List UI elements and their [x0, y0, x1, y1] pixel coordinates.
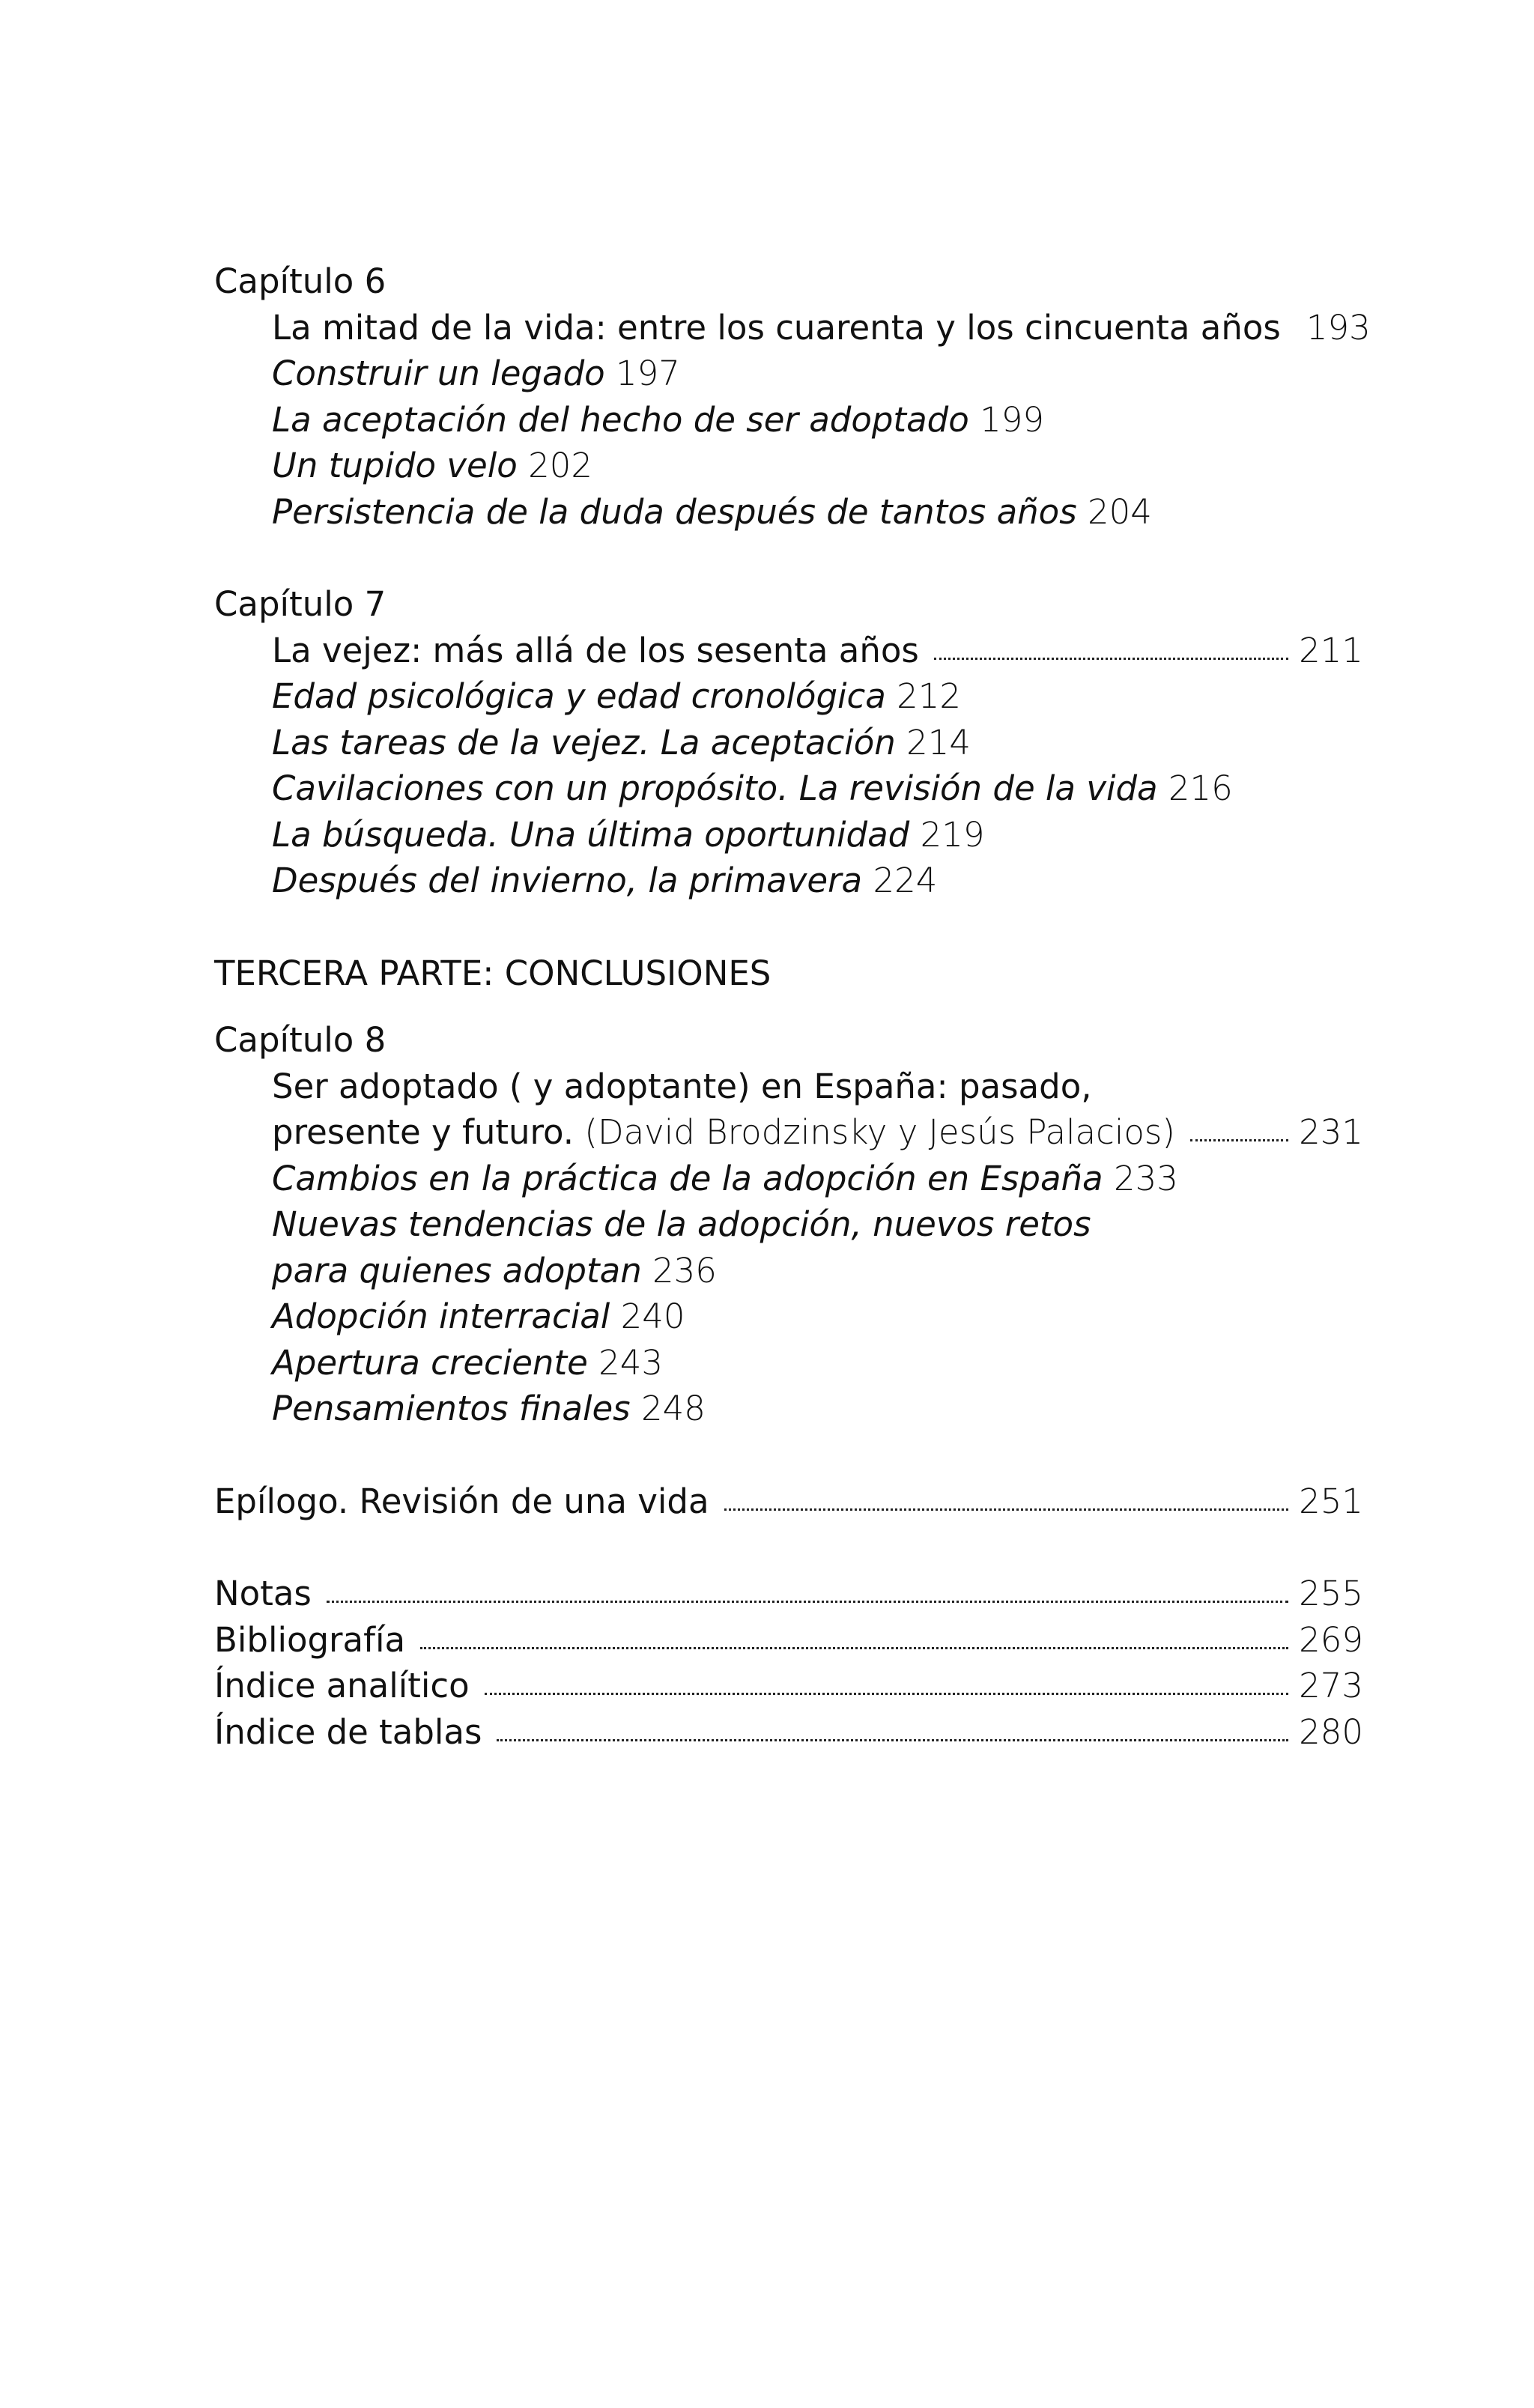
subsection-title: Persistencia de la duda después de tantos años — [272, 491, 1077, 532]
subsection-title: Las tareas de la vejez. La aceptación — [272, 722, 896, 762]
page-number: 224 — [873, 861, 938, 900]
page-number: 214 — [906, 722, 971, 762]
subsection-entry[interactable] — [214, 765, 1363, 812]
subsection-entry[interactable] — [214, 812, 1363, 858]
chapter-6-title-entry[interactable] — [214, 305, 1371, 351]
subsection-title: Pensamientos finales — [272, 1389, 631, 1428]
page-number: 219 — [920, 814, 985, 855]
chapter-authors: (David Brodzinsky y Jesús Palacios) — [584, 1112, 1175, 1152]
subsection-entry[interactable] — [214, 673, 1363, 720]
entry-title: Índice de tablas — [214, 1711, 482, 1752]
page-number: 240 — [620, 1297, 685, 1336]
page-number: 193 — [1306, 307, 1371, 348]
subsection-entry[interactable] — [214, 1156, 1363, 1202]
chapter-6-label — [214, 258, 1363, 305]
subsection-entry[interactable] — [214, 351, 1363, 397]
subsection-entry[interactable] — [214, 1294, 1363, 1340]
subsection-title: Un tupido velo — [272, 446, 518, 485]
page-number: 273 — [1299, 1666, 1363, 1705]
page-number: 243 — [598, 1342, 664, 1383]
subsection-entry[interactable] — [214, 489, 1363, 536]
page-number: 212 — [897, 676, 962, 716]
subsection-title: Después del invierno, la primavera — [272, 861, 863, 900]
subsection-entry[interactable] — [214, 1248, 1363, 1294]
chapter-8-title-line1[interactable] — [214, 1064, 1363, 1110]
subsection-title: Construir un legado — [272, 354, 605, 393]
part-heading — [214, 950, 1363, 997]
page-number: 255 — [1299, 1574, 1363, 1613]
subsection-title: Cambios en la práctica de la adopción en España — [272, 1158, 1103, 1198]
dot-leader — [420, 1647, 1288, 1649]
subsection-entry[interactable] — [214, 858, 1363, 904]
chapter-label: Capítulo 8 — [214, 1020, 386, 1060]
back-matter-entry-bibliography[interactable] — [214, 1617, 1363, 1664]
dot-leader — [724, 1508, 1289, 1511]
dot-leader — [497, 1739, 1288, 1741]
subsection-title: Adopción interracial — [272, 1297, 610, 1336]
subsection-entry[interactable] — [214, 397, 1363, 443]
subsection-entry[interactable] — [214, 1340, 1363, 1386]
back-matter-entry-index[interactable] — [214, 1663, 1363, 1709]
page-number: 280 — [1299, 1711, 1363, 1752]
dot-leader — [1190, 1139, 1288, 1141]
chapter-8-label — [214, 1017, 1363, 1064]
dot-leader — [327, 1601, 1288, 1603]
page-number: 202 — [528, 446, 592, 485]
subsection-title: Apertura creciente — [272, 1342, 588, 1383]
dot-leader — [934, 658, 1288, 660]
page-number: 199 — [980, 399, 1044, 440]
subsection-entry[interactable] — [214, 1201, 1363, 1248]
page-number: 251 — [1299, 1481, 1363, 1521]
entry-title: Notas — [214, 1574, 312, 1613]
dot-leader — [485, 1693, 1288, 1695]
subsection-entry[interactable] — [214, 443, 1363, 489]
page-number: 248 — [640, 1389, 706, 1428]
page-number: 233 — [1113, 1158, 1178, 1198]
part-title: TERCERA PARTE: CONCLUSIONES — [214, 953, 771, 993]
subsection-title: La aceptación del hecho de ser adoptado — [272, 399, 969, 440]
chapter-7-title-entry[interactable] — [214, 628, 1363, 674]
chapter-title: La vejez: más allá de los sesenta años — [272, 630, 919, 670]
chapter-7-label — [214, 581, 1363, 628]
epilogue-entry[interactable] — [214, 1479, 1363, 1525]
entry-title: Índice analítico — [214, 1666, 470, 1705]
subsection-title: La búsqueda. Una última oportunidad — [272, 814, 910, 855]
back-matter-entry-tables-index[interactable] — [214, 1709, 1363, 1756]
page-number: 269 — [1299, 1619, 1363, 1660]
page-number: 211 — [1299, 630, 1363, 670]
subsection-title: Edad psicológica y edad cronológica — [272, 676, 886, 716]
chapter-8-title-entry[interactable] — [214, 1109, 1363, 1156]
chapter-label: Capítulo 7 — [214, 584, 386, 624]
page-number: 216 — [1168, 768, 1233, 808]
page-number: 204 — [1087, 491, 1152, 532]
subsection-title: Cavilaciones con un propósito. La revisión de la vida — [272, 768, 1158, 808]
subsection-entry[interactable] — [214, 720, 1363, 766]
page-number: 197 — [615, 354, 680, 393]
subsection-title: Nuevas tendencias de la adopción, nuevos retos — [272, 1204, 1091, 1244]
chapter-title: La mitad de la vida: entre los cuarenta y los cincuenta años — [272, 307, 1281, 348]
epilogue-title: Epílogo. Revisión de una vida — [214, 1481, 709, 1521]
subsection-entry[interactable] — [214, 1386, 1363, 1432]
subsection-title: para quienes adoptan — [272, 1250, 642, 1291]
entry-title: Bibliografía — [214, 1619, 406, 1660]
page-number: 236 — [652, 1250, 717, 1291]
page-number: 231 — [1299, 1112, 1363, 1152]
chapter-title: Ser adoptado ( y adoptante) en España: pasado, — [272, 1066, 1092, 1106]
table-of-contents — [214, 258, 1371, 1755]
back-matter-entry-notes[interactable] — [214, 1571, 1363, 1617]
chapter-title: presente y futuro. — [272, 1112, 575, 1152]
chapter-label: Capítulo 6 — [214, 261, 386, 301]
